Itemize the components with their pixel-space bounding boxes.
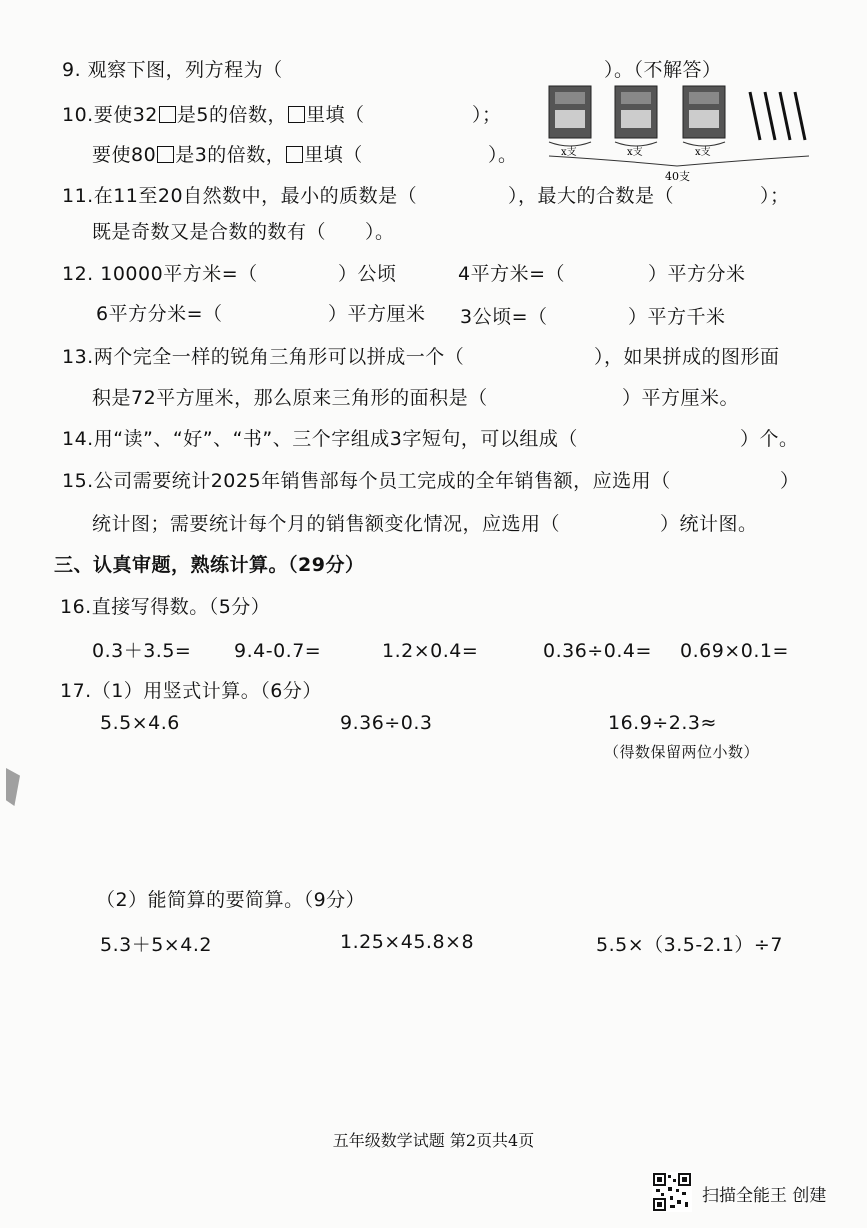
scanner-watermark-label: 扫描全能王 创建 [702,1186,827,1206]
pencil-packs-figure [545,84,825,184]
q17-item-1: 5.5×4.6 [100,712,180,734]
q17-note: （得数保留两位小数） [604,743,760,761]
pencil-pack-3 [683,86,725,138]
q17-part2-item-1: 5.3＋5×4.2 [100,934,212,956]
q13-line2-b: ）平方厘米。 [622,387,740,409]
blank-box [286,146,303,163]
q12-a: 12. 10000平方米=（ [62,263,258,285]
section-3-title: 三、认真审题，熟练计算。（29分） [54,554,365,576]
q16-item-3: 1.2×0.4= [382,640,479,662]
blank-box [288,106,305,123]
pack-label-2: x支 [627,147,643,158]
pack-label-1: x支 [561,147,577,158]
q9-text [62,58,283,82]
q13-line1-b: ），如果拼成的图形面 [594,346,780,368]
q10-l1-a: 10.要使32 [62,104,158,126]
q15-line1-a: 15.公司需要统计2025年销售部每个员工完成的全年销售额，应选用（ [62,470,671,492]
q10-line1-end: ）； [472,104,502,126]
q12-b: 4平方米=（ [458,263,566,285]
q16-item-5: 0.69×0.1= [680,640,789,662]
q17-part2-item-2: 1.25×45.8×8 [340,931,475,953]
q16-title: 16.直接写得数。（5分） [60,596,271,618]
q9-prefix: 9. 观察下图，列方程为（ [62,59,283,81]
q10-line2-end: ）。 [488,144,518,166]
q14-a: 14.用“读”、“好”、“书”、三个字组成3字短句，可以组成（ [62,428,578,450]
q10-l2-b: 是3的倍数， [175,144,286,166]
q13-line2-a: 积是72平方厘米，那么原来三角形的面积是（ [92,387,488,409]
q15-line2-b: ）统计图。 [660,513,758,535]
q9-suffix: ）。（不解答） [604,59,722,81]
pencil-pack-1 [549,86,591,138]
q16-item-4: 0.36÷0.4= [543,640,652,662]
q11-line1-b: ），最大的合数是（ [508,185,675,207]
q10-l2-a: 要使80 [92,144,157,166]
q16-item-1: 0.3＋3.5= [92,640,192,662]
q12-d-end: ）平方千米 [628,306,726,328]
loose-pencils [750,92,805,140]
q12-b-end: ）平方分米 [648,263,746,285]
q15-line2-a: 统计图；需要统计每个月的销售额变化情况，应选用（ [92,513,561,535]
scan-edge-mark [6,768,20,806]
pack-label-3: x支 [695,147,711,158]
q10-line1 [62,103,365,127]
q16-item-2: 9.4-0.7= [234,640,322,662]
blank-box [157,146,174,163]
qr-code-icon [652,1172,692,1212]
q14-b: ）个。 [740,428,799,450]
q10-l2-c: 里填（ [304,144,363,166]
blank-box [159,106,176,123]
q12-c-end: ）平方厘米 [328,303,426,325]
total-label: 40支 [665,170,690,183]
q10-l1-b: 是5的倍数， [176,104,287,126]
brace-lines [549,142,809,166]
q17-item-2: 9.36÷0.3 [340,712,433,734]
q11-line1-c: ）； [760,185,790,207]
q13-line1-a: 13.两个完全一样的锐角三角形可以拼成一个（ [62,346,465,368]
q15-line1-b: ） [780,470,800,492]
q11-line1-a: 11.在11至20自然数中，最小的质数是（ [62,185,418,207]
pencil-pack-2 [615,86,657,138]
q10-l1-c: 里填（ [306,104,365,126]
q12-d: 3公顷=（ [460,306,548,328]
q12-c: 6平方分米=（ [96,303,223,325]
q17-part2-item-3: 5.5×（3.5-2.1）÷7 [596,934,783,956]
q10-line2 [92,143,363,167]
page-footer: 五年级数学试题 第2页共4页 [332,1131,535,1150]
q11-line2: 既是奇数又是合数的数有（ ）。 [92,221,395,243]
q12-a-end: ）公顷 [338,263,397,285]
q17-part2-title: （2）能简算的要简算。（9分） [96,889,366,911]
q17-item-3: 16.9÷2.3≈ [608,712,717,734]
q17-title: 17.（1）用竖式计算。（6分） [60,680,322,702]
